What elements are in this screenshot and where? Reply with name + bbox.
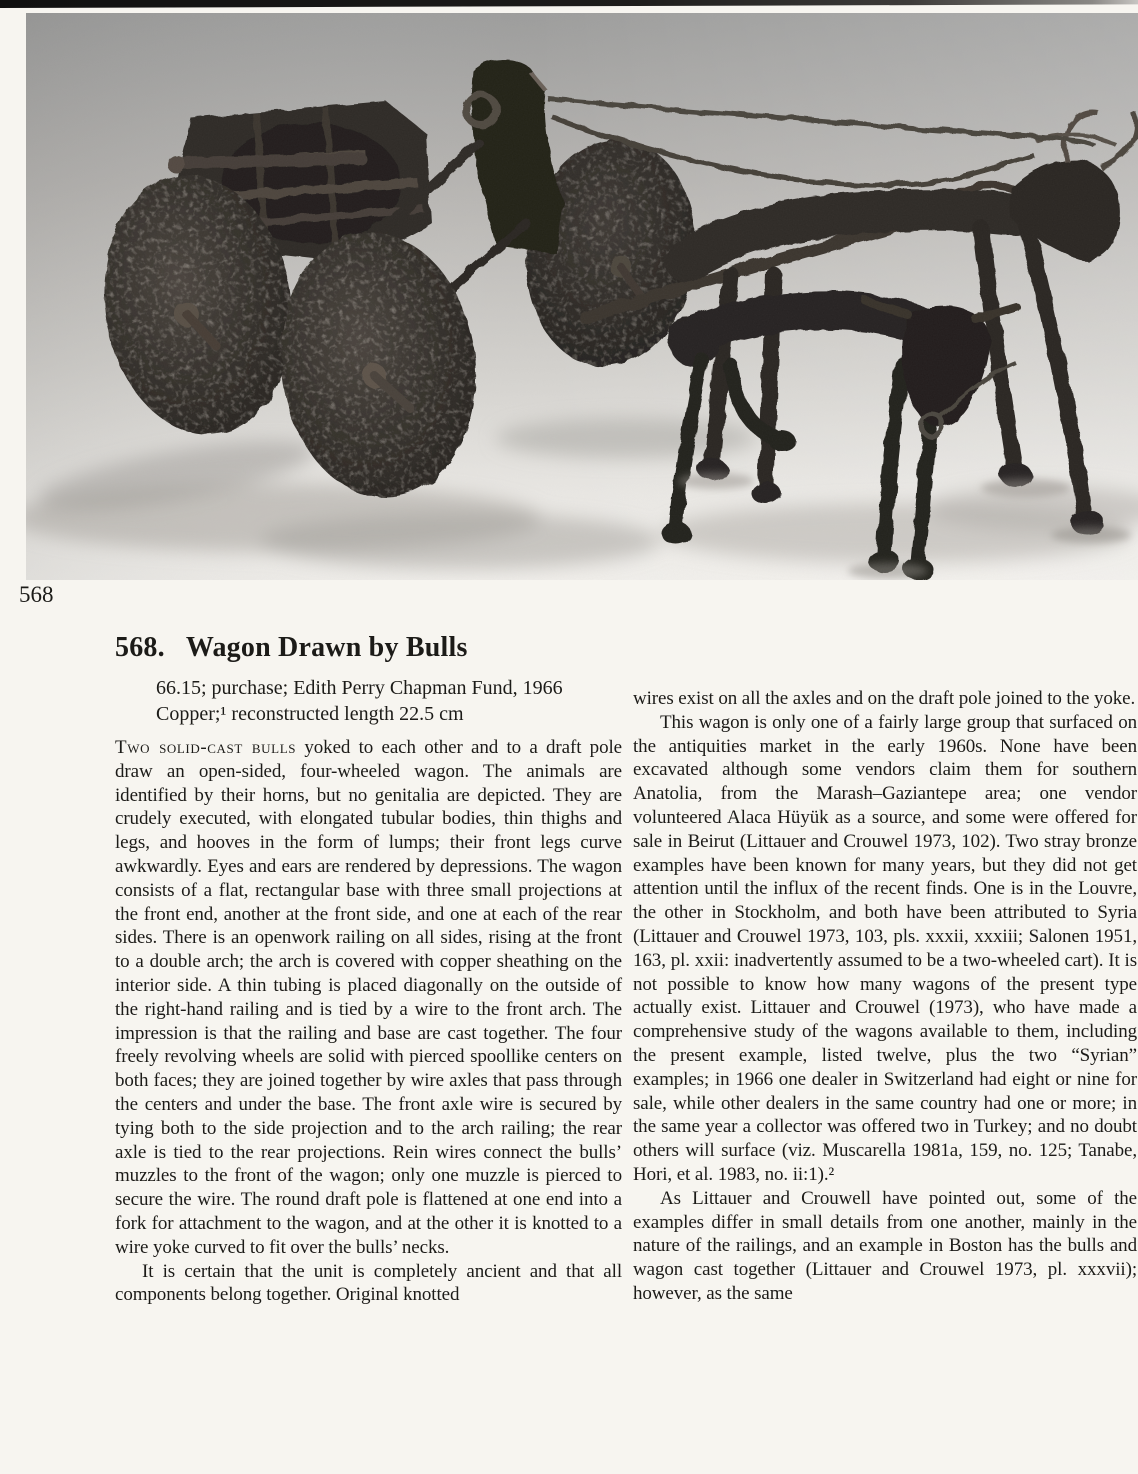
- figure-number-label: 568: [19, 582, 54, 607]
- artifact-photo: [26, 13, 1138, 580]
- entry-title: Wagon Drawn by Bulls: [185, 632, 468, 663]
- credit-line: 66.15; purchase; Edith Perry Chapman Fund, 1966: [156, 677, 563, 699]
- body-column-right: [633, 687, 1137, 1306]
- paragraph: [115, 736, 622, 1260]
- paragraph: wires exist on all the axles and on the draft pole joined to the yoke.: [633, 688, 1136, 709]
- body-column-left: [115, 736, 622, 1307]
- paragraph: As Littauer and Crouwell have pointed out, some of the examples differ in small details from one another, mainly in the nature of the railings, and an example in Boston has the bulls and wagon cast together (Littauer and Crouwel 1973, pl. xxxvii); however, as the same: [633, 1187, 1137, 1304]
- paragraph: It is certain that the unit is completely ancient and that all components belong together. Original knotted: [115, 1260, 622, 1306]
- credit-line: Copper;¹ reconstructed length 22.5 cm: [156, 702, 464, 725]
- artifact-photo-illustration: [26, 13, 1138, 580]
- paragraph: This wagon is only one of a fairly large group that surfaced on the antiquities market in the early 1960s. None have been excavated although some vendors claim them for southern Anatolia, from the Marash–Gaziantepe area; one vendor volunteered Alaca Hüyük as a source, and some were offered for sale in Beirut (Littauer and Crouwel 1973, 102). Two stray bronze examples have been known for many years, but they did not get attention until the influx of the recent finds. One is in the Louvre, the other in Stockholm, and both have been attributed to Syria (Littauer and Crouwel 1973, 103, pls. xxxii, xxxiii; Salonen 1951, 163, pl. xxii: inadvertently assumed to be a two-wheeled cart). It is not possible to know how many wagons of the present type actually exist. Littauer and Crouwel (1973), who have made a comprehensive study of the wagons available to them, including the present example, listed twelve, plus the two “Syrian” examples; in 1966 one dealer in Switzerland had eight or nine for sale, while other dealers in the same country had one or more; in the same year a collector was offered two in Turkey; and no doubt others will surface (viz. Muscarella 1981a, 159, no. 125; Tanabe, Hori, et al. 1983, no. ii:1).²: [633, 711, 1137, 1185]
- entry-number: 568.: [115, 632, 165, 663]
- credit-block: [156, 676, 563, 727]
- scanned-page-edge: [0, 0, 1138, 8]
- paragraph-text: yoked to each other and to a draft pole draw an open-sided, four-wheeled wagon. The animals are identified by their horns, but no genitalia are depicted. They are crudely executed, with elongated tubular bodies, thin thighs and legs, and hooves in the form of lumps; their front legs curve awkwardly. Eyes and ears are rendered by depressions. The wagon consists of a flat, rectangular base with three small projections at the front end, another at the front side, and one at each of the rear sides. There is an openwork railing on all sides, rising at the front to a double arch; the arch is covered with copper sheathing on the interior side. A thin tubing is placed diagonally on the outside of the right-hand railing and is tied by a wire to the front arch. The impression is that the railing and base are cast together. The four freely revolving wheels are solid with pierced spoollike centers on both faces; they are joined together by wire axles that pass through the centers and under the base. The front axle wire is secured by tying both to the side projection and to the arch railing; the rear axle is tied to the rear projections. Rein wires connect the bulls’ muzzles to the front of the wagon; only one muzzle is pierced to secure the wire. The round draft pole is flattened at one end into a fork for attachment to the wagon, and at the other it is knotted to a wire yoke curved to fit over the bulls’ necks.: [115, 737, 622, 1258]
- paragraph-leadin: Two solid-cast bulls: [115, 737, 297, 758]
- film-grain-overlay: [26, 13, 1138, 580]
- entry-heading: [115, 632, 468, 664]
